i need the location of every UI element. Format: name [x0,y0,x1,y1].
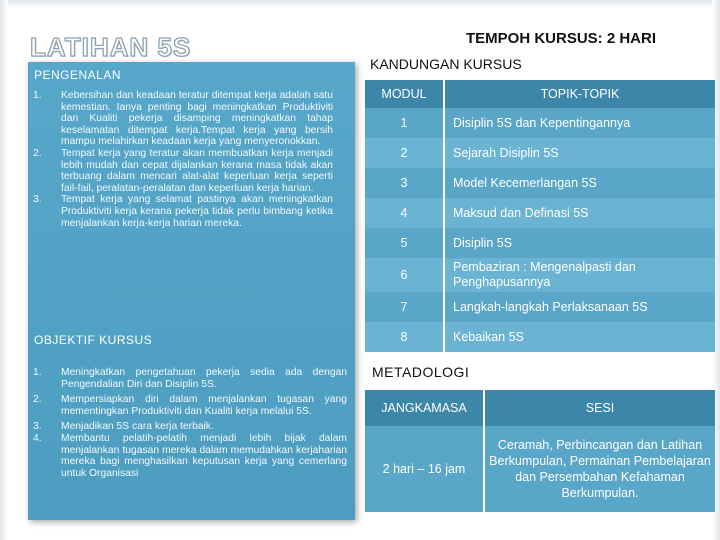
list-item: 1. Kebersihan dan keadaan teratur ditempat kerja adalah satu kemestian. Ianya penting bagi meningkatkan Produktiviti dan Kualiti pekerja disamping meningkatkan tahap keselamatan ditempat kerja.Tempat kerja yang bersih mampu melahirkan keadaan kerja yang menyeronokkan. [33,90,333,148]
sessions-cell: Ceramah, Perbincangan dan Latihan Berkumpulan, Permainan Pembelajaran dan Persembahan Kefahaman Berkumpulan. [484,426,715,512]
course-contents-title: KANDUNGAN KURSUS [370,56,522,72]
table-row: 3 Model Kecemerlangan 5S [365,168,715,198]
table-header-row [365,80,715,108]
table-row: 4 Maksud dan Definasi 5S [365,198,715,228]
sesi-column-header: SESI [484,390,715,426]
pengenalan-list [33,90,333,229]
list-item: 1. Meningkatkan pengetahuan pekerja sedia ada dengan Pengendalian Diri dan Disiplin 5S. [33,367,347,390]
topik-column-header: TOPIK-TOPIK [444,80,715,108]
metodologi-table [365,390,715,512]
slide-frame-top [0,0,720,8]
table-row [365,426,715,512]
course-duration: TEMPOH KURSUS: 2 HARI [466,30,657,47]
table-header-row [365,390,715,426]
table-row: 5 Disiplin 5S [365,228,715,258]
list-item: 2. Mempersiapkan diri dalam menjalankan tugasan yang mementingkan Produktiviti dan Kualiti kerja melalui 5S. [33,394,347,417]
table-row: 7 Langkah-langkah Perlaksanaan 5S [365,292,715,322]
table-row: 8 Kebaikan 5S [365,322,715,352]
module-table [365,80,715,352]
slide-frame-left [0,0,8,540]
list-item: 3. Tempat kerja yang selamat pastinya akan meningkatkan Produktiviti kerja kerana pekerja tidak perlu bimbang ketika menjalankan kerja-kerja harian mereka. [33,194,333,229]
list-item: 3. Menjadikan 5S cara kerja terbaik. [33,421,214,433]
objektif-heading: OBJEKTIF KURSUS [34,333,153,347]
table-row: 1 Disiplin 5S dan Kepentingannya [365,108,715,138]
duration-cell: 2 hari – 16 jam [365,426,484,512]
metodologi-heading: METADOLOGI [372,364,470,380]
modul-column-header: MODUL [365,80,444,108]
pengenalan-heading: PENGENALAN [34,68,122,82]
objektif-list [33,367,347,479]
slide-title: LATIHAN 5S [30,32,192,62]
list-item: 4. Membantu pelatih-pelatih menjadi lebih bijak dalam menjalankan tugasan mereka dalam memudahkan kerjaharian mereka bagi menghasilkan keputusan kerja yang cemerlang untuk Organisasi [33,432,347,479]
jangkamasa-column-header: JANGKAMASA [365,390,484,426]
left-info-panel [28,62,355,520]
table-row: 2 Sejarah Disiplin 5S [365,138,715,168]
table-row: 6 Pembaziran : Mengenalpasti dan Penghapusannya [365,258,715,292]
list-item: 2. Tempat kerja yang teratur akan membuatkan kerja menjadi lebih mudah dan cepat dijalankan kerana masa tidak akan terbuang dalam mencari alat-alat keperluan kerja seperti fail-fail, peralatan-peralatan dan keperluan kerja harian. [33,147,333,194]
